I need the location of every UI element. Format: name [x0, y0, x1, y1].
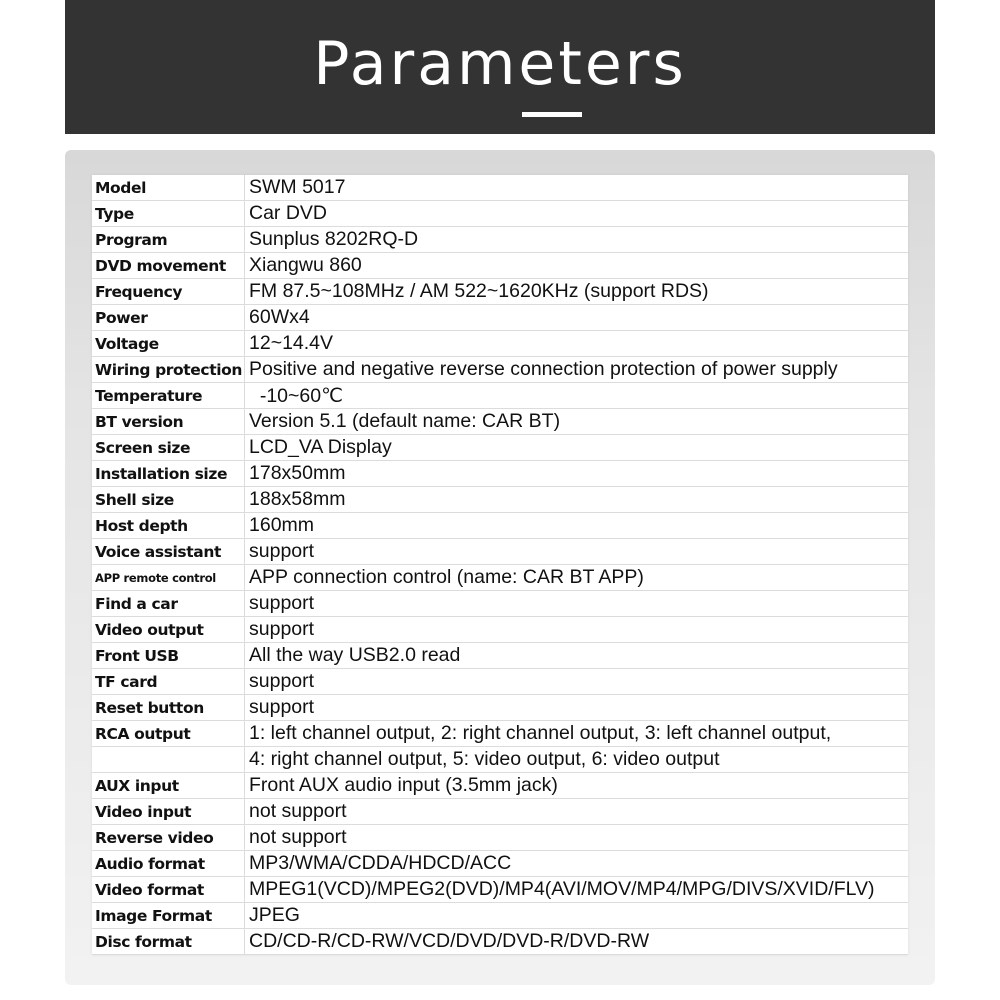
spec-key: Screen size: [92, 435, 245, 461]
spec-key: Video output: [92, 617, 245, 643]
spec-row: [92, 539, 908, 565]
spec-row: [92, 851, 908, 877]
spec-value: Front AUX audio input (3.5mm jack): [245, 773, 909, 799]
spec-row: [92, 487, 908, 513]
spec-value: support: [245, 669, 909, 695]
spec-key: [92, 747, 245, 773]
spec-value: not support: [245, 825, 909, 851]
spec-row: [92, 357, 908, 383]
spec-value: CD/CD-R/CD-RW/VCD/DVD/DVD-R/DVD-RW: [245, 929, 909, 955]
spec-value: Positive and negative reverse connection protection of power supply: [245, 357, 909, 383]
spec-value: support: [245, 695, 909, 721]
spec-key: Power: [92, 305, 245, 331]
spec-row: [92, 513, 908, 539]
spec-value: APP connection control (name: CAR BT APP): [245, 565, 909, 591]
spec-value: 178x50mm: [245, 461, 909, 487]
spec-row: [92, 799, 908, 825]
spec-key: Program: [92, 227, 245, 253]
spec-key: Image Format: [92, 903, 245, 929]
spec-value: support: [245, 591, 909, 617]
spec-key: Voltage: [92, 331, 245, 357]
spec-value: MPEG1(VCD)/MPEG2(DVD)/MP4(AVI/MOV/MP4/MPG/DIVS/XVID/FLV): [245, 877, 909, 903]
spec-row: [92, 825, 908, 851]
spec-key: Model: [92, 175, 245, 201]
spec-value: Xiangwu 860: [245, 253, 909, 279]
spec-key: RCA output: [92, 721, 245, 747]
spec-value: SWM 5017: [245, 175, 909, 201]
spec-value: support: [245, 539, 909, 565]
spec-row: [92, 201, 908, 227]
spec-row: [92, 383, 908, 409]
spec-key: AUX input: [92, 773, 245, 799]
spec-key: APP remote control: [92, 565, 245, 591]
spec-key: Wiring protection: [92, 357, 245, 383]
spec-row: [92, 877, 908, 903]
spec-key: Frequency: [92, 279, 245, 305]
spec-value: FM 87.5~108MHz / AM 522~1620KHz (support RDS): [245, 279, 909, 305]
spec-key: Video input: [92, 799, 245, 825]
spec-value: LCD_VA Display: [245, 435, 909, 461]
spec-row: [92, 591, 908, 617]
spec-value: Car DVD: [245, 201, 909, 227]
spec-row: [92, 227, 908, 253]
spec-row: [92, 747, 908, 773]
spec-key: Temperature: [92, 383, 245, 409]
spec-value: -10~60℃: [245, 383, 909, 409]
spec-value: 60Wx4: [245, 305, 909, 331]
spec-row: [92, 929, 908, 955]
spec-value: Version 5.1 (default name: CAR BT): [245, 409, 909, 435]
spec-row: [92, 409, 908, 435]
spec-row: [92, 721, 908, 747]
spec-key: Reverse video: [92, 825, 245, 851]
spec-value: 1: left channel output, 2: right channel output, 3: left channel output,: [245, 721, 909, 747]
spec-key: Type: [92, 201, 245, 227]
spec-row: [92, 565, 908, 591]
spec-table-container: [92, 175, 908, 955]
spec-row: [92, 461, 908, 487]
spec-value: 188x58mm: [245, 487, 909, 513]
spec-value: 4: right channel output, 5: video output, 6: video output: [245, 747, 909, 773]
spec-key: TF card: [92, 669, 245, 695]
spec-row: [92, 695, 908, 721]
spec-value: JPEG: [245, 903, 909, 929]
spec-row: [92, 617, 908, 643]
spec-value: Sunplus 8202RQ-D: [245, 227, 909, 253]
spec-table: [92, 175, 908, 955]
spec-key: Audio format: [92, 851, 245, 877]
title-underline: [522, 112, 582, 117]
spec-key: Disc format: [92, 929, 245, 955]
spec-key: Shell size: [92, 487, 245, 513]
spec-value: MP3/WMA/CDDA/HDCD/ACC: [245, 851, 909, 877]
spec-key: Host depth: [92, 513, 245, 539]
spec-row: [92, 279, 908, 305]
spec-row: [92, 253, 908, 279]
spec-row: [92, 773, 908, 799]
spec-key: Find a car: [92, 591, 245, 617]
spec-value: not support: [245, 799, 909, 825]
spec-row: [92, 669, 908, 695]
spec-row: [92, 331, 908, 357]
spec-key: Reset button: [92, 695, 245, 721]
spec-value: 12~14.4V: [245, 331, 909, 357]
spec-key: Installation size: [92, 461, 245, 487]
spec-key: Front USB: [92, 643, 245, 669]
spec-row: [92, 643, 908, 669]
spec-key: DVD movement: [92, 253, 245, 279]
spec-key: Voice assistant: [92, 539, 245, 565]
spec-row: [92, 175, 908, 201]
spec-row: [92, 305, 908, 331]
header-banner: [65, 0, 935, 134]
spec-value: All the way USB2.0 read: [245, 643, 909, 669]
spec-row: [92, 435, 908, 461]
spec-value: support: [245, 617, 909, 643]
page-title: Parameters: [313, 29, 687, 99]
spec-value: 160mm: [245, 513, 909, 539]
spec-key: Video format: [92, 877, 245, 903]
spec-key: BT version: [92, 409, 245, 435]
spec-row: [92, 903, 908, 929]
